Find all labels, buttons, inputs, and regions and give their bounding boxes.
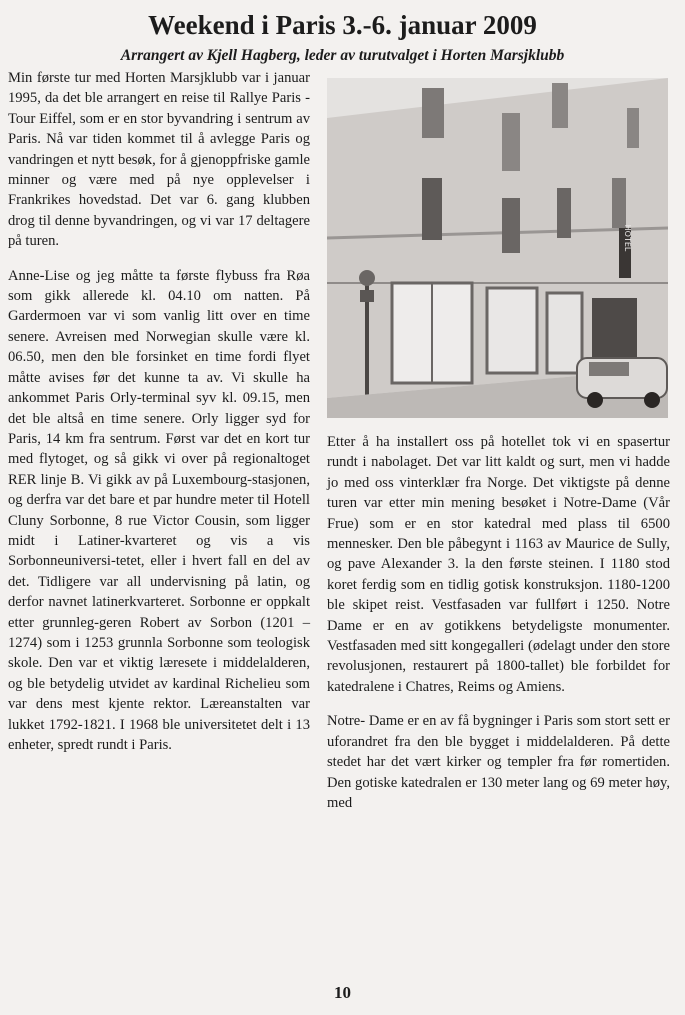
right-column: [327, 432, 670, 827]
paragraph-notre-dame: Etter å ha installert oss på hotellet tok vi en spasertur rundt i nabolaget. Det var litt kaldt og surt, men vi hadde jo med oss vinterklær fra Norge. Det viktigste på denne turen var etter min mening besøket i Notre-Dame (Vår Frue) som er en stor katedral med plass til 6500 mennesker. Den ble påbegynt i 1163 av Maurice de Sully, og pave Alexander 3. la den første steinen. I 1180 stod koret ferdig som en tidlig gotisk konstruksjon. 1180-1200 ble skipet reist. Vestfasaden var fullført i 1250. Notre Dame er en av gotikkens betydeligste monumenter. Vestfasaden med sitt kongegalleri (ødelagt under den store revolusjonen, restaurert på 1800-tallet) ble forbildet for katedralene i Chatres, Reims og Amiens.: [327, 434, 670, 695]
paragraph-intro: Min første tur med Horten Marsjklubb var i januar 1995, da det ble arrangert en reise til Rallye Paris - Tour Eiffel, som er en stor byvandring i sentrum av Paris. Nå var tiden kommet til å avlegge Paris og vandringen et nytt besøk, for å gjenoppfriske gamle minner og være med på nye opplevelser i Frankrikes hovedstad. Det var 6. gang klubben drog til denne byvandringen, og vi var 17 deltagere på turen.: [8, 70, 310, 250]
paragraph-history: Notre- Dame er en av få bygninger i Paris som stort sett er uforandret fra den ble bygget i middelalderen. På dette stedet har det vært kirker og templer fra før romertiden. Den gotiske katedralen er 130 meter lang og 69 meter høy, med: [327, 713, 670, 811]
hotel-sign: HOTEL: [623, 224, 632, 252]
paragraph-journey: Anne-Lise og jeg måtte ta første flybuss fra Røa som gikk allerede kl. 04.10 om natten. På Gardermoen var vi som vanlig litt over en time senere. Avreisen med Norwegian skulle være kl. 06.50, men den ble forsinket en time fordi flyet måtte avises før det kunne ta av. Vi skulle ha ankommet Paris Orly-terminal syv kl. 09.15, men det ble altså en time senere. Orly ligger syd for Paris, 14 km fra sentrum. Først var det en kort tur med flytoget, og så gikk vi over på regionaltoget RER linje B. Vi gikk av på Luxembourg-stasjonen, og derfra var det bare et par hundre meter til Hotell Cluny Sorbonne, 8 rue Victor Cousin, som ligger midt i Latiner-kvarteret og vis a vis Sorbonneuniversi-tetet, eller i hvert fall en del av det. Tidligere var all undervisning på latin, og derfor navnet latinerkvarteret. Sorbonne er oppkalt etter grunnleg-geren Robert av Sorbon (1201 – 1274) som i 1253 grunnla Sorbonne som teologisk skole. Den var et viktig læresete i middelalderen, og ble betydelig utvidet av kardinal Richelieu som var dens mest kjente rektor. Læreanstalten var lukket 1792-1821. I 1968 ble universitetet delt i 13 enheter, spredt rundt i Paris.: [8, 267, 310, 753]
left-column: [8, 68, 310, 769]
hotel-photo: [327, 78, 668, 418]
article-title: Weekend i Paris 3.-6. januar 2009: [148, 10, 537, 40]
article-subtitle: Arrangert av Kjell Hagberg, leder av turutvalget i Horten Marsjklubb: [120, 47, 565, 64]
page-number: 10: [334, 983, 351, 1002]
